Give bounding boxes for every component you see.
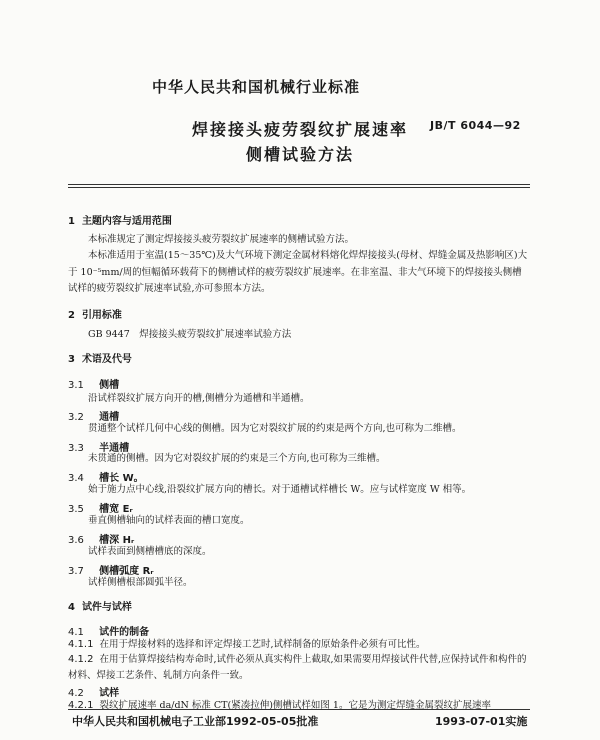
section-title: 试件与试样 [81, 602, 132, 613]
term-3-1-definition: 沿试样裂纹扩展方向开的槽,侧槽分为通槽和半通槽。 [88, 393, 310, 404]
term-3-4-definition: 始于施力点中心线,沿裂纹扩展方向的槽长。对于通槽试样槽长 W。应与试样宽度 W 相等。 [88, 484, 472, 495]
clause-text: 裂纹扩展速率 da/dN 标准 CT(紧凑拉伸)侧槽试样如图 1。它是为测定焊缝金属裂纹扩展速率 [99, 700, 491, 711]
document-title-line2: 侧槽试验方法 [245, 145, 354, 164]
header-rule-top [68, 184, 530, 185]
term-number: 3.6 [68, 535, 84, 546]
section-title: 主题内容与适用范围 [81, 216, 172, 227]
section-title: 引用标准 [81, 310, 122, 321]
term-name: 槽宽 Eᵣ [99, 504, 133, 515]
subsection-number: 4.2 [68, 688, 84, 699]
section-1-para2: 本标准适用于室温(15～35℃)及大气环境下测定金属材料熔化焊焊接接头(母材、焊缝金属及热影响区)大于 10⁻⁵mm/周的恒幅循环载荷下的侧槽试样的疲劳裂纹扩展速率。在非室温、非大气环境下的焊接接头侧槽试样的疲劳裂纹扩展速率试验,亦可参照本方法。 [68, 250, 528, 294]
referenced-standard: GB 9447 焊接接头疲劳裂纹扩展速率试验方法 [88, 329, 292, 340]
section-number: 1 [68, 216, 75, 227]
term-3-2-definition: 贯通整个试样几何中心线的侧槽。因为它对裂纹扩展的约束是两个方向,也可称为二维槽。 [88, 423, 462, 434]
term-name: 槽长 W。 [99, 473, 144, 484]
term-number: 3.5 [68, 504, 84, 515]
clause-number: 4.1.2 [68, 654, 94, 665]
header-rule-bottom [68, 187, 530, 188]
term-name: 半通槽 [99, 443, 130, 454]
section-3-heading [68, 350, 132, 365]
standard-code: JB/T 6044—92 [430, 119, 521, 132]
term-number: 3.2 [68, 412, 84, 423]
clause-number: 4.2.1 [68, 700, 94, 711]
term-number: 3.7 [68, 566, 84, 577]
term-number: 3.4 [68, 473, 84, 484]
term-3-7-definition: 试样侧槽根部圆弧半径。 [88, 577, 193, 588]
term-number: 3.1 [68, 380, 84, 391]
term-3-3-definition: 未贯通的侧槽。因为它对裂纹扩展的约束是三个方向,也可称为三维槽。 [88, 453, 386, 464]
term-number: 3.3 [68, 443, 84, 454]
document-title-line1: 焊接接头疲劳裂纹扩展速率 [191, 120, 408, 139]
approval-statement: 中华人民共和国机械电子工业部1992-05-05批准 [72, 715, 319, 728]
clause-number: 4.1.1 [68, 639, 94, 650]
term-name: 侧槽弧度 Rᵣ [99, 566, 154, 577]
section-title: 术语及代号 [81, 354, 132, 365]
standard-title: 中华人民共和国机械行业标准 [152, 78, 361, 96]
implementation-date: 1993-07-01实施 [435, 715, 528, 728]
term-3-5-definition: 垂直侧槽轴向的试样表面的槽口宽度。 [88, 515, 250, 526]
section-2-heading [68, 306, 122, 321]
section-4-heading [68, 598, 132, 613]
clause-text: 在用于焊接材料的选择和评定焊接工艺时,试样制备的原始条件必须有可比性。 [99, 639, 426, 650]
subsection-number: 4.1 [68, 627, 84, 638]
section-number: 3 [68, 354, 75, 365]
section-1-heading [68, 212, 172, 227]
subsection-title: 试样 [99, 688, 120, 699]
term-3-6-definition: 试样表面到侧槽槽底的深度。 [88, 546, 212, 557]
term-name: 槽深 Hᵣ [99, 535, 135, 546]
term-name: 通槽 [99, 412, 120, 423]
clause-4-1-2 [68, 652, 530, 684]
term-name: 侧槽 [99, 380, 120, 391]
footer-rule [68, 709, 530, 710]
section-number: 2 [68, 310, 75, 321]
section-1-para1: 本标准规定了测定焊接接头疲劳裂纹扩展速率的侧槽试验方法。 [88, 234, 355, 245]
subsection-title: 试件的制备 [99, 627, 150, 638]
section-number: 4 [68, 602, 75, 613]
clause-4-1-1 [68, 636, 426, 650]
clause-text: 在用于估算焊接结构寿命时,试件必须从真实构件上截取,如果需要用焊接试件代替,应保持试件和构件的材料、焊接工艺条件、轧制方向条件一致。 [68, 654, 527, 681]
